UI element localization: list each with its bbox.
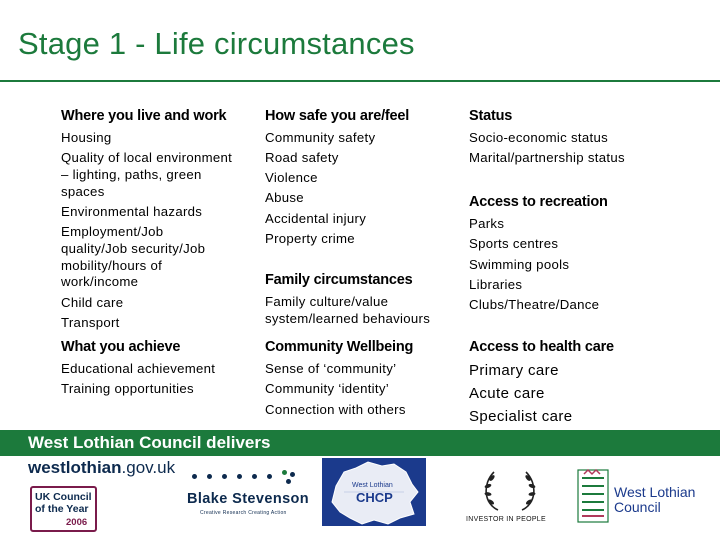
list-item: Primary care	[469, 362, 559, 379]
investor-in-people-text: INVESTOR IN PEOPLE	[466, 516, 546, 523]
list-item: Libraries	[469, 277, 523, 292]
list-item: Educational achievement	[61, 361, 216, 376]
council-of-year-logo	[30, 486, 97, 532]
heading-status: Status	[469, 108, 513, 124]
list-item: Clubs/Theatre/Dance	[469, 297, 600, 312]
list-item: Sense of ‘community’	[265, 361, 397, 376]
list-item: Acute care	[469, 385, 545, 402]
list-item: Parks	[469, 216, 505, 231]
list-item: Socio-economic status	[469, 130, 608, 145]
heading-access-health-care: Access to health care	[469, 339, 614, 355]
list-item: Specialist care	[469, 408, 573, 425]
list-item: Child care	[61, 295, 124, 310]
coty-line1: UK Council	[35, 491, 92, 503]
list-item: Transport	[61, 315, 120, 330]
list-item: Family culture/value	[265, 294, 389, 309]
title-divider	[0, 80, 720, 82]
list-item: quality/Job security/Job	[61, 241, 206, 256]
heading-where-you-live: Where you live and work	[61, 108, 227, 124]
list-item: Property crime	[265, 231, 355, 246]
list-item: Swimming pools	[469, 257, 570, 272]
list-item: Community ‘identity’	[265, 381, 389, 396]
heading-family-circumstances: Family circumstances	[265, 272, 413, 288]
page-title: Stage 1 - Life circumstances	[18, 26, 415, 61]
blake-tagline: Creative Research Creating Action	[200, 510, 287, 516]
chcp-line2: CHCP	[356, 490, 393, 505]
blake-stevenson-logo: Blake Stevenson	[187, 491, 310, 507]
wl-council-line2: Council	[614, 499, 661, 515]
list-item: Connection with others	[265, 402, 406, 417]
list-item: mobility/hours of	[61, 258, 163, 273]
footer-band-text: West Lothian Council delivers	[28, 433, 271, 452]
list-item: Sports centres	[469, 236, 559, 251]
list-item: Accidental injury	[265, 211, 367, 226]
heading-how-safe: How safe you are/feel	[265, 108, 410, 124]
list-item: Employment/Job	[61, 224, 164, 239]
heading-community-wellbeing: Community Wellbeing	[265, 339, 414, 355]
coty-line2: of the Year	[35, 503, 89, 515]
list-item: Housing	[61, 130, 112, 145]
chcp-line1: West Lothian	[352, 482, 393, 489]
list-item: Violence	[265, 170, 318, 185]
website-link[interactable]	[28, 458, 175, 478]
list-item: Training opportunities	[61, 381, 194, 396]
wl-council-line1: West Lothian	[614, 484, 696, 500]
list-item: spaces	[61, 184, 105, 199]
list-item: – lighting, paths, green	[61, 167, 202, 182]
heading-access-recreation: Access to recreation	[469, 194, 608, 210]
list-item: Community safety	[265, 130, 376, 145]
website-domain: westlothian	[28, 458, 122, 477]
chcp-logo	[322, 458, 426, 526]
list-item: Marital/partnership status	[469, 150, 625, 165]
list-item: work/income	[61, 274, 139, 289]
list-item: Environmental hazards	[61, 204, 203, 219]
list-item: system/learned behaviours	[265, 311, 431, 326]
list-item: Quality of local environment	[61, 150, 233, 165]
website-tld: .gov.uk	[121, 458, 176, 477]
heading-what-you-achieve: What you achieve	[61, 339, 181, 355]
list-item: Road safety	[265, 150, 339, 165]
coty-year: 2006	[66, 517, 88, 528]
list-item: Abuse	[265, 190, 304, 205]
